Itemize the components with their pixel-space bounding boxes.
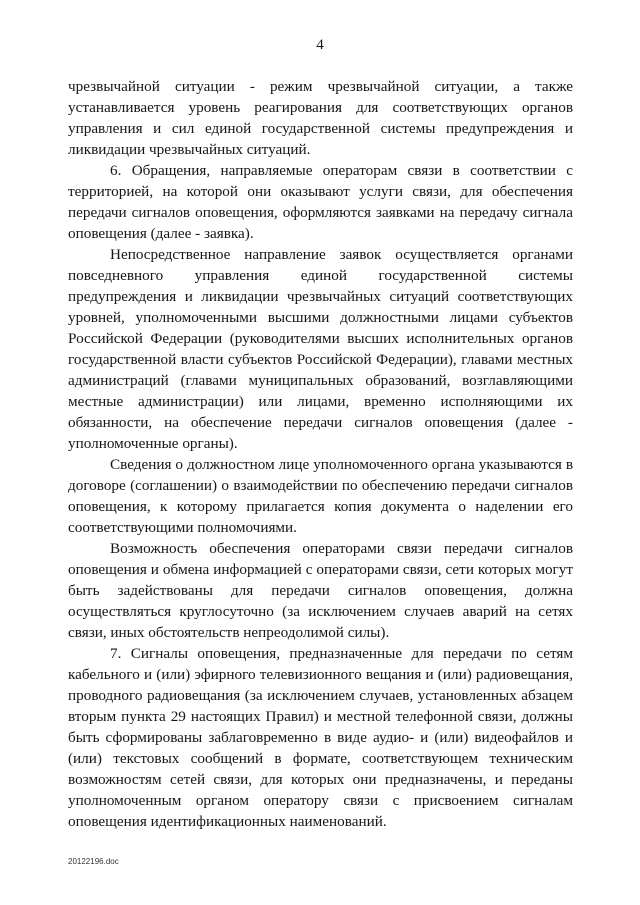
page-number: 4 <box>316 37 324 53</box>
paragraph-item-7: 7. Сигналы оповещения, предназначенные для передачи по сетям кабельного и (или) эфирного телевизионного вещания и (или) радиовещания, проводного радиовещания (за исключением случаев, установленных абзацем вторым пункта 29 настоящих Правил) и местной телефонной связи, должны быть сформированы заблаговременно в виде аудио- и (или) видеофайлов и (или) текстовых сообщений в формате, соответствующем техническим возможностям сетей связи, для которых они предназначены, и переданы уполномоченным органом оператору связи с присвоением сигналам оповещения идентификационных наименований. <box>68 645 573 830</box>
paragraph-item-6: 6. Обращения, направляемые операторам связи в соответствии с территорией, на которой они оказывают услуги связи, для обеспечения передачи сигналов оповещения, оформляются заявками на передачу сигнала оповещения (далее - заявка). <box>68 162 573 242</box>
paragraph-direct-submission: Непосредственное направление заявок осуществляется органами повседневного управления единой государственной системы предупреждения и ликвидации чрезвычайных ситуаций соответствующих уровней, уполномоченными высшими должностными лицами субъектов Российской Федерации (руководителями высших исполнительных органов государственной власти субъектов Российской Федерации), главами местных администраций (главами муниципальных образований, возглавляющими местные администрации) или лицами, временно исполняющими их обязанности, на обеспечение передачи сигналов оповещения (далее - уполномоченные органы). <box>68 246 573 452</box>
footer-filename: 20122196.doc <box>68 857 119 866</box>
document-body <box>68 76 573 832</box>
paragraph-round-the-clock: Возможность обеспечения операторами связи передачи сигналов оповещения и обмена информацией с операторами связи, сети которых могут быть задействованы для передачи сигналов оповещения, должна осуществляться круглосуточно (за исключением случаев аварий на сетях связи, иных обстоятельств непреодолимой силы). <box>68 540 573 641</box>
paragraph-official-info: Сведения о должностном лице уполномоченного органа указываются в договоре (соглашении) о взаимодействии по обеспечению передачи сигналов оповещения, к которому прилагается копия документа о наделении его соответствующими полномочиями. <box>68 456 573 536</box>
paragraph-continuation: чрезвычайной ситуации - режим чрезвычайной ситуации, а также устанавливается уровень реагирования для соответствующих органов управления и сил единой государственной системы предупреждения и ликвидации чрезвычайных ситуаций. <box>68 78 573 158</box>
